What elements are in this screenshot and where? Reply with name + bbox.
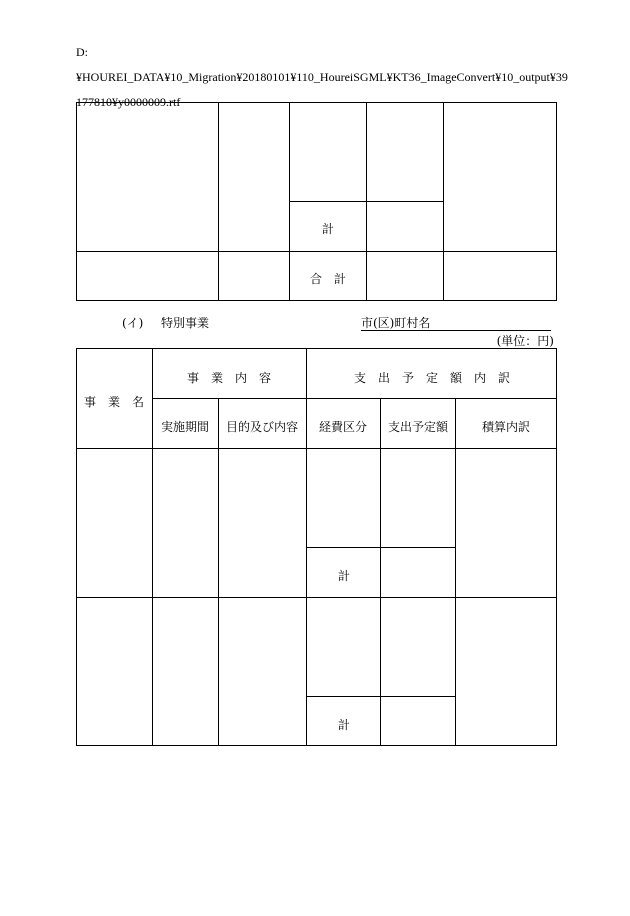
estimate-breakdown-header: 積算内訳 — [481, 420, 531, 434]
special-table-header-rule — [76, 448, 557, 449]
section-marker: (イ) — [122, 316, 144, 330]
top-table-total-rule — [76, 251, 557, 252]
special-table-subtotal-label: 計 — [338, 718, 351, 732]
planned-amount-header: 支出予定額 — [387, 420, 449, 434]
special-table-divider — [218, 398, 219, 746]
project-name-header: 事 業 名 — [83, 395, 145, 409]
project-content-header: 事 業 内 容 — [186, 371, 272, 385]
municipality-name-field — [361, 316, 551, 331]
top-table-total-label: 合 計 — [309, 272, 347, 286]
expenditure-breakdown-header: 支 出 予 定 額 内 訳 — [353, 371, 511, 385]
section-title: 特別事業 — [161, 316, 210, 330]
special-table-divider — [380, 398, 381, 746]
special-table-subtotal-rule — [306, 696, 456, 697]
file-path-line-1: D:¥HOUREI_DATA¥10_Migration¥20180101¥110_HoureiSGML¥KT36_ImageConvert¥10_output¥39 — [76, 45, 568, 84]
top-table-subtotal-rule — [289, 201, 444, 202]
file-path-line-2: 177810¥y0000009.rtf — [76, 95, 181, 109]
top-table-subtotal-label: 計 — [321, 222, 335, 236]
purpose-header: 目的及び内容 — [225, 420, 299, 434]
expense-category-header: 経費区分 — [318, 420, 368, 434]
unit-label: (単位：円) — [496, 334, 554, 348]
special-table-subtotal-rule — [306, 547, 456, 548]
special-table-divider — [455, 398, 456, 746]
special-table-row-rule — [76, 597, 557, 598]
municipality-name-label: 市(区)町村名 — [361, 316, 431, 330]
period-header: 実施期間 — [160, 420, 210, 434]
special-table-divider — [152, 348, 153, 746]
special-table-header-rule — [152, 398, 557, 399]
top-table-divider — [218, 102, 219, 301]
special-table-subtotal-label: 計 — [338, 569, 351, 583]
